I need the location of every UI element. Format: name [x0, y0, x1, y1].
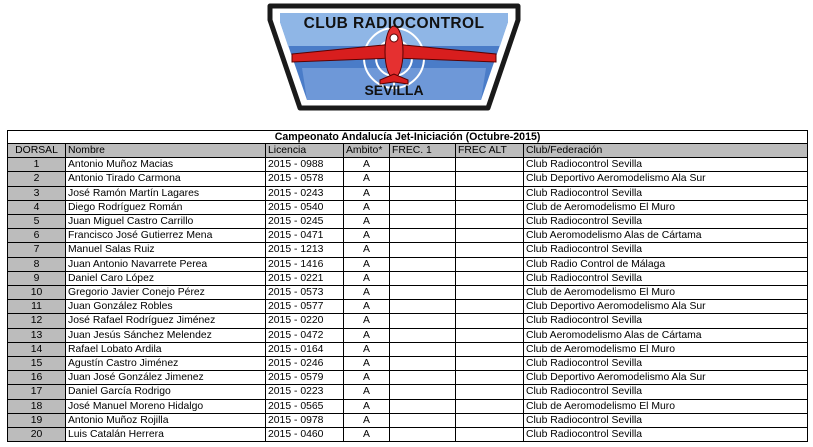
cell-ambito: A: [344, 215, 390, 229]
cell-nombre: Gregorio Javier Conejo Pérez: [66, 286, 266, 300]
cell-frec1: [390, 428, 456, 442]
cell-licencia: 2015 - 0578: [266, 172, 344, 186]
cell-frecalt: [456, 229, 524, 243]
cell-dorsal: 5: [8, 215, 66, 229]
table-row: [8, 186, 808, 200]
cell-frec1: [390, 158, 456, 172]
table-title-row: [8, 131, 808, 144]
cell-nombre: Agustín Castro Jiménez: [66, 357, 266, 371]
logo-bottom-text: SEVILLA: [364, 82, 424, 98]
table-row: [8, 286, 808, 300]
cell-ambito: A: [344, 158, 390, 172]
cell-licencia: 2015 - 0243: [266, 186, 344, 200]
cell-frec1: [390, 300, 456, 314]
cell-frecalt: [456, 257, 524, 271]
header-dorsal: DORSAL: [8, 144, 66, 158]
club-logo: [262, 0, 526, 114]
table-row: [8, 357, 808, 371]
table-row: [8, 215, 808, 229]
table-row: [8, 314, 808, 328]
cell-club: Club Deportivo Aeromodelismo Ala Sur: [524, 172, 808, 186]
cell-dorsal: 12: [8, 314, 66, 328]
cell-ambito: A: [344, 229, 390, 243]
cell-frec1: [390, 186, 456, 200]
cell-ambito: A: [344, 200, 390, 214]
cell-nombre: Luis Catalán Herrera: [66, 428, 266, 442]
cell-nombre: Juan Jesús Sánchez Melendez: [66, 328, 266, 342]
cell-nombre: José Ramón Martín Lagares: [66, 186, 266, 200]
cell-frecalt: [456, 342, 524, 356]
cell-ambito: A: [344, 271, 390, 285]
cell-frec1: [390, 286, 456, 300]
cell-frec1: [390, 328, 456, 342]
cell-club: Club Radiocontrol Sevilla: [524, 271, 808, 285]
header-club: Club/Federación: [524, 144, 808, 158]
cell-frecalt: [456, 172, 524, 186]
cell-frecalt: [456, 200, 524, 214]
cell-frecalt: [456, 271, 524, 285]
cell-frecalt: [456, 186, 524, 200]
table-row: [8, 229, 808, 243]
cell-nombre: Daniel Caro López: [66, 271, 266, 285]
cell-dorsal: 13: [8, 328, 66, 342]
cell-club: Club Radiocontrol Sevilla: [524, 215, 808, 229]
cell-nombre: Diego Rodríguez Román: [66, 200, 266, 214]
cell-dorsal: 1: [8, 158, 66, 172]
cell-licencia: 2015 - 0221: [266, 271, 344, 285]
cell-licencia: 2015 - 0223: [266, 385, 344, 399]
cell-nombre: Daniel García Rodrigo: [66, 385, 266, 399]
header-frec1: FREC. 1: [390, 144, 456, 158]
cell-ambito: A: [344, 428, 390, 442]
cell-frec1: [390, 314, 456, 328]
cell-licencia: 2015 - 0220: [266, 314, 344, 328]
cell-ambito: A: [344, 342, 390, 356]
table-row: [8, 413, 808, 427]
cell-licencia: 2015 - 1213: [266, 243, 344, 257]
cell-frec1: [390, 257, 456, 271]
table-row: [8, 300, 808, 314]
cell-club: Club Aeromodelismo Alas de Cártama: [524, 328, 808, 342]
cell-nombre: Antonio Tirado Carmona: [66, 172, 266, 186]
cell-ambito: A: [344, 172, 390, 186]
cell-club: Club de Aeromodelismo El Muro: [524, 342, 808, 356]
cell-licencia: 2015 - 0579: [266, 371, 344, 385]
cell-club: Club Radiocontrol Sevilla: [524, 413, 808, 427]
registration-sheet: [7, 130, 807, 442]
cell-frec1: [390, 215, 456, 229]
table-row: [8, 428, 808, 442]
cell-nombre: Antonio Muñoz Rojilla: [66, 413, 266, 427]
table-row: [8, 399, 808, 413]
cell-ambito: A: [344, 385, 390, 399]
cell-licencia: 2015 - 0164: [266, 342, 344, 356]
cell-nombre: José Manuel Moreno Hidalgo: [66, 399, 266, 413]
cell-dorsal: 14: [8, 342, 66, 356]
header-ambito: Ambito*: [344, 144, 390, 158]
cell-frecalt: [456, 215, 524, 229]
cell-ambito: A: [344, 257, 390, 271]
cell-dorsal: 3: [8, 186, 66, 200]
cell-nombre: Manuel Salas Ruiz: [66, 243, 266, 257]
cell-dorsal: 2: [8, 172, 66, 186]
cell-club: Club Aeromodelismo Alas de Cártama: [524, 229, 808, 243]
cell-dorsal: 10: [8, 286, 66, 300]
cell-frec1: [390, 172, 456, 186]
cell-licencia: 2015 - 0246: [266, 357, 344, 371]
cell-frecalt: [456, 328, 524, 342]
cell-frecalt: [456, 243, 524, 257]
cell-ambito: A: [344, 314, 390, 328]
cell-frec1: [390, 385, 456, 399]
cell-nombre: Antonio Muñoz Macias: [66, 158, 266, 172]
cell-ambito: A: [344, 243, 390, 257]
cell-dorsal: 8: [8, 257, 66, 271]
cell-nombre: Juan Miguel Castro Carrillo: [66, 215, 266, 229]
cell-club: Club de Aeromodelismo El Muro: [524, 286, 808, 300]
cell-frec1: [390, 243, 456, 257]
cell-ambito: A: [344, 357, 390, 371]
cell-ambito: A: [344, 328, 390, 342]
cell-frecalt: [456, 428, 524, 442]
cell-dorsal: 4: [8, 200, 66, 214]
cell-nombre: José Rafael Rodríguez Jiménez: [66, 314, 266, 328]
cell-dorsal: 6: [8, 229, 66, 243]
cell-ambito: A: [344, 399, 390, 413]
table-row: [8, 342, 808, 356]
cell-frecalt: [456, 357, 524, 371]
cell-licencia: 2015 - 0577: [266, 300, 344, 314]
table-header-row: [8, 144, 808, 158]
cell-club: Club Radiocontrol Sevilla: [524, 243, 808, 257]
cell-club: Club Radiocontrol Sevilla: [524, 428, 808, 442]
cell-club: Club Radio Control de Málaga: [524, 257, 808, 271]
table-row: [8, 243, 808, 257]
cell-nombre: Juan Antonio Navarrete Perea: [66, 257, 266, 271]
header-nombre: Nombre: [66, 144, 266, 158]
cell-ambito: A: [344, 186, 390, 200]
cell-frecalt: [456, 371, 524, 385]
cell-club: Club de Aeromodelismo El Muro: [524, 200, 808, 214]
cell-frec1: [390, 413, 456, 427]
cell-licencia: 2015 - 0245: [266, 215, 344, 229]
cell-frecalt: [456, 385, 524, 399]
cell-nombre: Juan González Robles: [66, 300, 266, 314]
table-body: [8, 158, 808, 442]
cell-licencia: 2015 - 0472: [266, 328, 344, 342]
cell-dorsal: 17: [8, 385, 66, 399]
cell-frec1: [390, 200, 456, 214]
cell-frec1: [390, 342, 456, 356]
cell-licencia: 2015 - 0460: [266, 428, 344, 442]
table-row: [8, 371, 808, 385]
cell-club: Club Radiocontrol Sevilla: [524, 158, 808, 172]
cell-ambito: A: [344, 286, 390, 300]
cell-frecalt: [456, 314, 524, 328]
cell-dorsal: 18: [8, 399, 66, 413]
cell-licencia: 2015 - 1416: [266, 257, 344, 271]
cell-nombre: Francisco José Gutierrez Mena: [66, 229, 266, 243]
table-row: [8, 158, 808, 172]
participants-table: [7, 130, 808, 442]
cell-club: Club de Aeromodelismo El Muro: [524, 399, 808, 413]
cell-ambito: A: [344, 371, 390, 385]
cell-club: Club Deportivo Aeromodelismo Ala Sur: [524, 371, 808, 385]
cell-frec1: [390, 399, 456, 413]
table-row: [8, 257, 808, 271]
cell-ambito: A: [344, 300, 390, 314]
cell-club: Club Radiocontrol Sevilla: [524, 186, 808, 200]
cell-frecalt: [456, 399, 524, 413]
cell-nombre: Juan José González Jimenez: [66, 371, 266, 385]
cell-frecalt: [456, 300, 524, 314]
cell-licencia: 2015 - 0540: [266, 200, 344, 214]
cell-club: Club Deportivo Aeromodelismo Ala Sur: [524, 300, 808, 314]
header-frecalt: FREC ALT: [456, 144, 524, 158]
logo-top-text: CLUB RADIOCONTROL: [303, 15, 485, 32]
cell-dorsal: 19: [8, 413, 66, 427]
cell-licencia: 2015 - 0565: [266, 399, 344, 413]
cell-dorsal: 9: [8, 271, 66, 285]
table-row: [8, 385, 808, 399]
cell-frec1: [390, 371, 456, 385]
cell-frec1: [390, 357, 456, 371]
cell-nombre: Rafael Lobato Ardila: [66, 342, 266, 356]
cell-ambito: A: [344, 413, 390, 427]
cell-frecalt: [456, 413, 524, 427]
cell-club: Club Radiocontrol Sevilla: [524, 385, 808, 399]
table-row: [8, 328, 808, 342]
cell-licencia: 2015 - 0978: [266, 413, 344, 427]
cell-frecalt: [456, 286, 524, 300]
cell-dorsal: 15: [8, 357, 66, 371]
cell-licencia: 2015 - 0573: [266, 286, 344, 300]
cell-frec1: [390, 229, 456, 243]
table-row: [8, 172, 808, 186]
header-licencia: Licencia: [266, 144, 344, 158]
cell-licencia: 2015 - 0988: [266, 158, 344, 172]
cell-dorsal: 11: [8, 300, 66, 314]
cell-dorsal: 16: [8, 371, 66, 385]
table-title: Campeonato Andalucía Jet-Iniciación (Octubre-2015): [8, 131, 808, 144]
cell-frec1: [390, 271, 456, 285]
cell-club: Club Radiocontrol Sevilla: [524, 314, 808, 328]
table-row: [8, 200, 808, 214]
cell-frecalt: [456, 158, 524, 172]
cell-licencia: 2015 - 0471: [266, 229, 344, 243]
cell-club: Club Radiocontrol Sevilla: [524, 357, 808, 371]
cell-dorsal: 7: [8, 243, 66, 257]
table-row: [8, 271, 808, 285]
cell-dorsal: 20: [8, 428, 66, 442]
